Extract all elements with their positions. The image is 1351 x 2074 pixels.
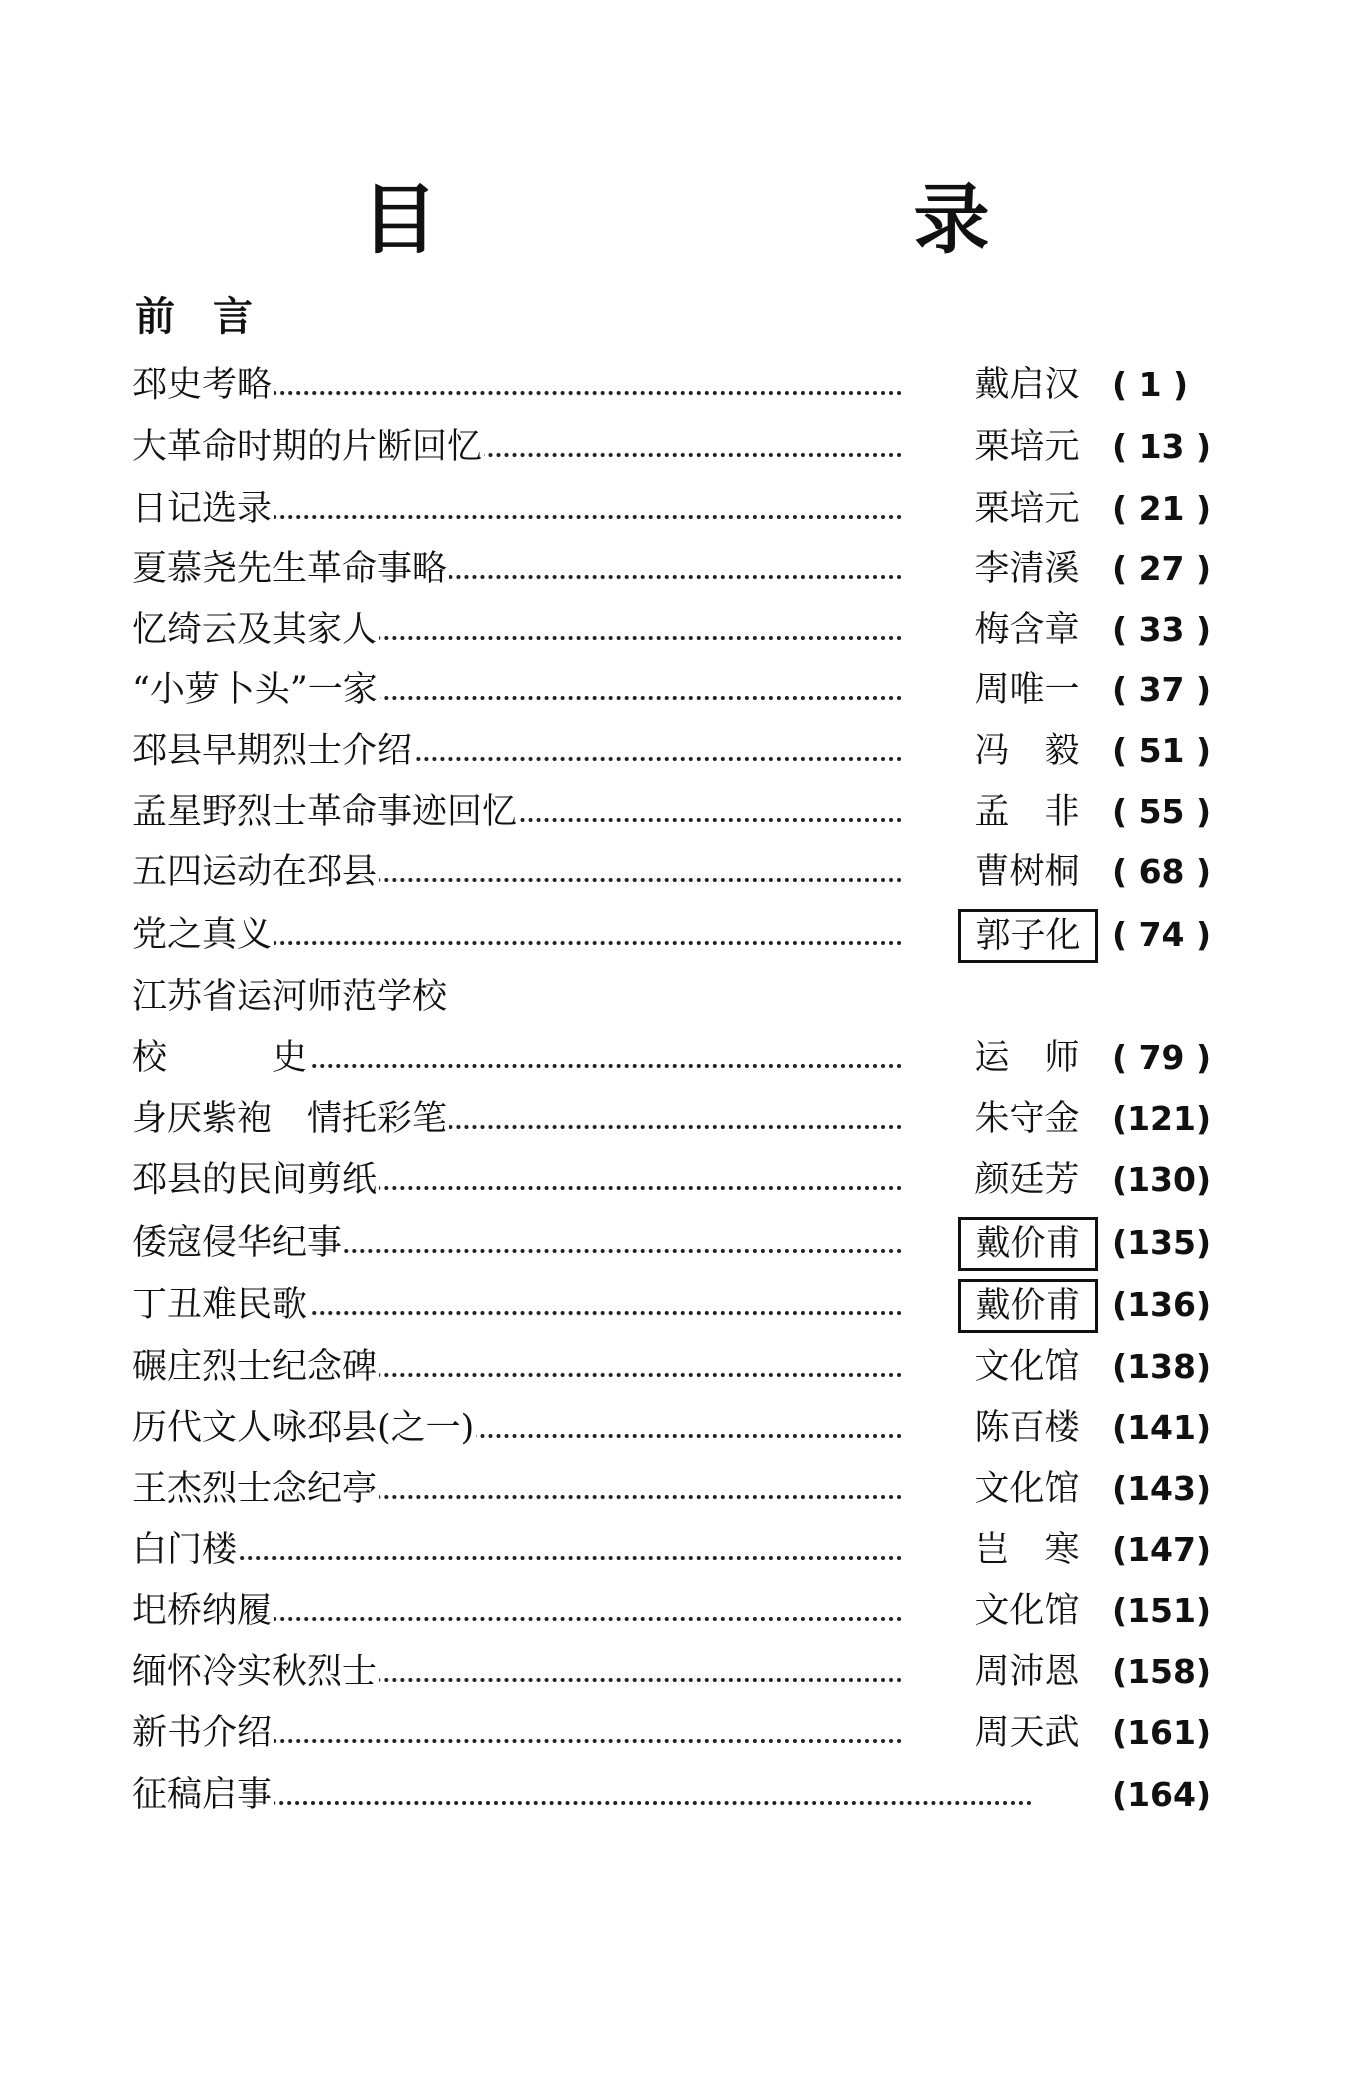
toc-entry-page: ( 68 ) <box>1112 852 1212 891</box>
toc-entry <box>132 1767 1222 1823</box>
toc-entry-author: 曹树桐 <box>952 844 1102 900</box>
toc-entry-title: 白门楼 <box>132 1522 239 1578</box>
toc-entry <box>132 1030 1222 1086</box>
toc-entry-page: (121) <box>1112 1099 1212 1138</box>
toc-entry-title: 身厌紫袍 情托彩笔 <box>132 1091 449 1147</box>
toc-entry-title: 新书介绍 <box>132 1705 274 1761</box>
toc-entry-author: 李清溪 <box>952 541 1102 597</box>
toc-entry-page: ( 37 ) <box>1112 670 1212 709</box>
toc-entry-title: 邳史考略 <box>132 357 274 413</box>
toc-entry <box>132 1644 1222 1700</box>
toc-entry-author: 朱守金 <box>952 1091 1102 1147</box>
toc-entry <box>132 1277 1222 1333</box>
toc-entry-author: 颜廷芳 <box>952 1152 1102 1208</box>
toc-entry <box>132 1522 1222 1578</box>
toc-entry-page: ( 55 ) <box>1112 792 1212 831</box>
toc-entry-title: 忆绮云及其家人 <box>132 602 379 658</box>
toc-entry-title: 江苏省运河师范学校 <box>132 969 449 1025</box>
toc-entry <box>132 1461 1222 1517</box>
toc-entry <box>132 723 1222 779</box>
toc-entry-title: 丁丑难民歌 <box>132 1277 309 1333</box>
toc-entry-page: (141) <box>1112 1408 1212 1447</box>
toc-entry-page: (161) <box>1112 1713 1212 1752</box>
toc-entry-title: 校 史 <box>132 1030 309 1086</box>
toc-entry <box>132 1583 1222 1639</box>
toc-entry-author: 冯 毅 <box>952 723 1102 779</box>
toc-entry <box>132 907 1222 963</box>
page-title: 目 录 <box>361 175 1190 264</box>
toc-entry-author: 梅含章 <box>952 602 1102 658</box>
toc-entry-title: 圯桥纳履 <box>132 1583 274 1639</box>
toc-entry-title: 历代文人咏邳县(之一) <box>132 1400 476 1456</box>
toc-entry-page: (143) <box>1112 1469 1212 1508</box>
toc-entry-title: 党之真义 <box>132 907 274 963</box>
toc-entry-page: (136) <box>1112 1285 1212 1324</box>
toc-entry-page: ( 33 ) <box>1112 610 1212 649</box>
toc-entry-title: 碾庄烈士纪念碑 <box>132 1339 379 1395</box>
toc-entry-title: 邳县的民间剪纸 <box>132 1152 379 1208</box>
toc-entry-page: ( 1 ) <box>1112 365 1189 404</box>
toc-entry-author: 周天武 <box>952 1705 1102 1761</box>
toc-entry-page: ( 21 ) <box>1112 489 1212 528</box>
toc-entry-page: (147) <box>1112 1530 1212 1569</box>
toc-entry-title: 倭寇侵华纪事 <box>132 1215 344 1271</box>
toc-entry <box>132 357 1222 413</box>
toc-entry-author: 文化馆 <box>952 1461 1102 1517</box>
toc-entry-page: (158) <box>1112 1652 1212 1691</box>
toc-entry-author: 文化馆 <box>952 1583 1102 1639</box>
toc-entry-page: (164) <box>1112 1775 1212 1814</box>
dot-leader <box>136 1556 902 1560</box>
toc-entry-page: (135) <box>1112 1223 1212 1262</box>
toc-entry-author: 运 师 <box>952 1030 1102 1086</box>
toc-entry-page: ( 79 ) <box>1112 1038 1212 1077</box>
toc-entry <box>132 1400 1222 1456</box>
toc-entry <box>132 1339 1222 1395</box>
toc-entry-title: 缅怀冷实秋烈士 <box>132 1644 379 1700</box>
preface-heading: 前言 <box>135 294 291 340</box>
toc-entry-title: 日记选录 <box>132 481 274 537</box>
toc-entry-author: 栗培元 <box>952 481 1102 537</box>
toc-entry <box>132 602 1222 658</box>
toc-entry-author: 孟 非 <box>952 784 1102 840</box>
toc-entry-title: 夏慕尧先生革命事略 <box>132 541 449 597</box>
toc-entry <box>132 662 1222 718</box>
toc-entry-page: ( 27 ) <box>1112 549 1212 588</box>
toc-entry-title: 大革命时期的片断回忆 <box>132 419 484 475</box>
toc-entry-page: ( 51 ) <box>1112 731 1212 770</box>
toc-entry <box>132 419 1222 475</box>
toc-entry-author: 戴价甫 <box>958 1279 1098 1333</box>
toc-entry <box>132 481 1222 537</box>
toc-entry-author: 周唯一 <box>952 662 1102 718</box>
toc-entry <box>132 1705 1222 1761</box>
toc-entry <box>132 844 1222 900</box>
toc-entry-title: 五四运动在邳县 <box>132 844 379 900</box>
toc-entry-title: “小萝卜头”一家 <box>132 662 380 718</box>
toc-entry-page: (151) <box>1112 1591 1212 1630</box>
toc-entry-author: 栗培元 <box>952 419 1102 475</box>
toc-entry-page: ( 74 ) <box>1112 915 1212 954</box>
toc-entry-title: 王杰烈士念纪亭 <box>132 1461 379 1517</box>
toc-entry-page: ( 13 ) <box>1112 427 1212 466</box>
toc-entry-author: 戴价甫 <box>958 1217 1098 1271</box>
toc-entry <box>132 784 1222 840</box>
toc-entry-author: 戴启汉 <box>952 357 1102 413</box>
toc-entry-title: 孟星野烈士革命事迹回忆 <box>132 784 519 840</box>
toc-entry-author: 周沛恩 <box>952 1644 1102 1700</box>
toc-entry-author: 文化馆 <box>952 1339 1102 1395</box>
toc-entry-author: 郭子化 <box>958 909 1098 963</box>
toc-section-heading <box>132 969 1222 1025</box>
toc-entry-page: (130) <box>1112 1160 1212 1199</box>
toc-entry <box>132 1091 1222 1147</box>
toc-entry <box>132 1215 1222 1271</box>
toc-entry-author: 岂 寒 <box>952 1522 1102 1578</box>
toc-entry-page: (138) <box>1112 1347 1212 1386</box>
toc-entry <box>132 541 1222 597</box>
toc-entry-title: 征稿启事 <box>132 1767 274 1823</box>
toc-entry <box>132 1152 1222 1208</box>
toc-entry-author: 陈百楼 <box>952 1400 1102 1456</box>
toc-entry-title: 邳县早期烈士介绍 <box>132 723 414 779</box>
